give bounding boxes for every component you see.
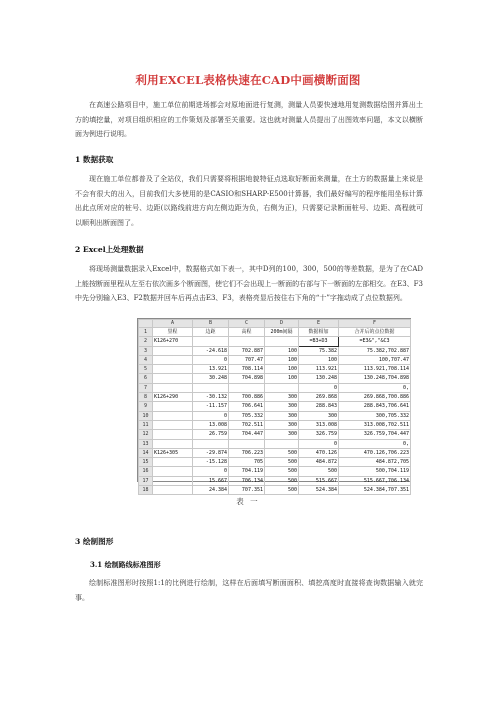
table-cell [153,411,193,420]
table-cell: 707.47 [229,355,265,364]
table-cell: 288.843,706.641 [339,402,411,411]
row-number: 9 [139,402,153,411]
section-3-heading: 3 绘制图形 [75,537,114,546]
row-number: 18 [139,486,153,495]
table-row [139,448,411,457]
table-cell: 100 [265,365,299,374]
table-cell [153,439,193,448]
table-cell: 269.868,700.886 [339,393,411,402]
table-cell: K126+290 [153,393,193,402]
table-row [139,365,411,374]
row-number: 5 [139,365,153,374]
table-cell: 100 [299,355,339,364]
table-cell: 524.384 [299,486,339,495]
intro-paragraph: 在高速公路项目中，施工单位前期进场都会对原地面进行复测，测量人员要快速地用复测数据绘图并算出土方的填挖量，对项目组织相应的工作策划及部署至关重要。这也就对测量人员提出了出图效率问题，本文以横断面为例进行说明。 [75,101,423,139]
table-cell [153,467,193,476]
table-cell: 75.382 [299,346,339,355]
table-row [139,467,411,476]
table-cell: 500,704.119 [339,467,411,476]
table-cell: 15.667 [193,476,229,485]
column-header: 200m间隔 [265,328,299,337]
table-row [139,374,411,383]
table-cell: K126+270 [153,337,193,346]
table-cell [153,346,193,355]
table-cell: 706.223 [229,448,265,457]
table-cell: 300 [265,430,299,439]
spreadsheet-column-letters [139,320,411,328]
table-cell: 300 [265,393,299,402]
table-cell: 704.898 [229,374,265,383]
table-cell: -24.618 [193,346,229,355]
table-cell [153,486,193,495]
table-cell: 13.008 [193,420,229,429]
table-cell: 470.126,706.223 [339,448,411,457]
table-cell: 470.126 [299,448,339,457]
table-cell: 300 [265,411,299,420]
spreadsheet-header-row [139,328,411,337]
table-row [139,411,411,420]
table-cell: 130.248,704.898 [339,374,411,383]
column-header: 里程 [153,328,193,337]
table-cell [265,337,299,346]
section-2-paragraph: 将现场测量数据录入Excel中，数据格式如下表一，其中D列的100，300，500的等差数据，是为了在CAD上能按断面里程从左至右依次画多个断面图，使它们不会出现上一断面的右部与下一断面的左部相交。在E3、F3中先分别输入E3、F2数据并回车后再点击E3、F3，表格亮显后按住右下角的“十”字拖动成了点位数据列。 [75,265,423,303]
table-cell [153,402,193,411]
table-cell: 269.868 [299,393,339,402]
table-row [139,402,411,411]
table-cell: 300 [265,420,299,429]
table-cell [229,337,265,346]
table-cell: 100,707.47 [339,355,411,364]
table-row [139,346,411,355]
table-cell: 500 [265,486,299,495]
row-number: 6 [139,374,153,383]
table-cell [153,365,193,374]
table-cell: 300 [265,402,299,411]
table-cell [153,355,193,364]
table-row [139,486,411,495]
table-cell [153,430,193,439]
table-cell: 313.008,702.511 [339,420,411,429]
table-row [139,393,411,402]
table-cell: 515.667,706.134 [339,476,411,485]
table-cell [265,439,299,448]
table-cell: 0 [299,383,339,392]
row-number: 10 [139,411,153,420]
table-cell [265,383,299,392]
table-cell: -29.874 [193,448,229,457]
table-cell [153,476,193,485]
table-cell: -30.132 [193,393,229,402]
table-cell [229,383,265,392]
table-cell: =B3+D3 [299,337,339,346]
table-cell: 705 [229,458,265,467]
table-cell: 288.843 [299,402,339,411]
table-cell: 484.872,705 [339,458,411,467]
column-header: 边距 [193,328,229,337]
table-cell: 0 [193,355,229,364]
section-3-1-heading: 3.1 绘制路线标准图形 [90,560,161,569]
column-header: 数据相加 [299,328,339,337]
table-cell: 100 [265,346,299,355]
table-cell: 0 [193,467,229,476]
table-cell: 484.872 [299,458,339,467]
table-cell: 708.114 [229,365,265,374]
column-letter: D [265,320,299,328]
table-cell: 75.382,702.887 [339,346,411,355]
section-1-heading: 1 数据获取 [75,155,114,164]
table-cell: 702.887 [229,346,265,355]
row-number: 16 [139,467,153,476]
table-cell: 0, [339,383,411,392]
table-cell [153,374,193,383]
table-row [139,430,411,439]
table-cell: 0, [339,439,411,448]
table-cell: 707.351 [229,486,265,495]
table-cell: 13.921 [193,365,229,374]
table-row [139,337,411,346]
row-number: 14 [139,448,153,457]
row-number: 3 [139,346,153,355]
table-cell: 706.641 [229,402,265,411]
table-cell: 30.248 [193,374,229,383]
column-letter: A [153,320,193,328]
table-cell: 700.886 [229,393,265,402]
table-cell [153,383,193,392]
row-number: 1 [139,328,153,337]
table-row [139,355,411,364]
table-cell [193,337,229,346]
table-cell: 500 [265,467,299,476]
row-number: 12 [139,430,153,439]
table-cell [153,420,193,429]
table-cell [229,439,265,448]
table-row [139,458,411,467]
table-cell: 26.759 [193,430,229,439]
table-cell: 326.759 [299,430,339,439]
row-number: 8 [139,393,153,402]
spreadsheet-screenshot [137,318,411,494]
table-row [139,476,411,485]
table-cell: 524.384,707.351 [339,486,411,495]
table-cell [193,439,229,448]
table-cell: 500 [265,448,299,457]
column-letter: B [193,320,229,328]
table-cell: 0 [193,411,229,420]
table-cell: 300,705.332 [339,411,411,420]
column-header: 合并后的点位数据 [339,328,411,337]
table-cell [153,458,193,467]
table-caption: 表 一 [236,497,260,506]
column-letter: C [229,320,265,328]
table-cell: 702.511 [229,420,265,429]
table-cell: 500 [265,476,299,485]
table-cell: 500 [299,467,339,476]
table-row [139,439,411,448]
table-cell: -11.157 [193,402,229,411]
table-cell: 313.008 [299,420,339,429]
table-cell: 113.921,708.114 [339,365,411,374]
row-number: 7 [139,383,153,392]
table-cell: 113.921 [299,365,339,374]
table-cell: 500 [265,458,299,467]
table-cell: 704.119 [229,467,265,476]
table-cell: 515.667 [299,476,339,485]
table-cell: 300 [299,411,339,420]
row-number: 11 [139,420,153,429]
section-1-paragraph: 现在施工单位都普及了全站仪，我们只需要将根据地貌特征点选取好断面来测量，在土方的数据量上来说是不会有很大的出入，目前我们大多使用的是CASIO和SHARP-E500计算器，我们最好编写的程序能用坐标计算出此点所对应的桩号、边距(以路线前进方向左侧边距为负，右侧为正)，只需要记录断面桩号、边距、高程就可以顺利出断面图了。 [75,175,423,227]
table-cell: 24.384 [193,486,229,495]
table-cell: 130.248 [299,374,339,383]
table-cell [193,383,229,392]
table-cell: 326.759,704.447 [339,430,411,439]
table-cell: 100 [265,374,299,383]
table-cell: 706.134 [229,476,265,485]
table-row [139,420,411,429]
section-3-paragraph: 绘制标准图形时按照1:1的比例进行绘制，这样在后面填写断面面积、填挖高度时直接将查询数据输入就完事。 [75,579,423,602]
column-header: 高程 [229,328,265,337]
document-title: 利用EXCEL表格快速在CAD中画横断面图 [135,73,361,87]
table-row [139,383,411,392]
section-2-heading: 2 Excel上处理数据 [75,245,144,254]
column-letter [139,320,153,328]
row-number: 4 [139,355,153,364]
row-number: 2 [139,337,153,346]
table-cell: 705.332 [229,411,265,420]
table-cell: K126+305 [153,448,193,457]
row-number: 17 [139,476,153,485]
table-cell: 100 [265,355,299,364]
column-letter: F [339,320,411,328]
row-number: 15 [139,458,153,467]
table-cell: =E3&","&C3 [339,337,411,346]
column-letter: E [299,320,339,328]
table-cell: 0 [299,439,339,448]
row-number: 13 [139,439,153,448]
table-cell: -15.128 [193,458,229,467]
spreadsheet-table [138,319,411,495]
table-cell: 704.447 [229,430,265,439]
